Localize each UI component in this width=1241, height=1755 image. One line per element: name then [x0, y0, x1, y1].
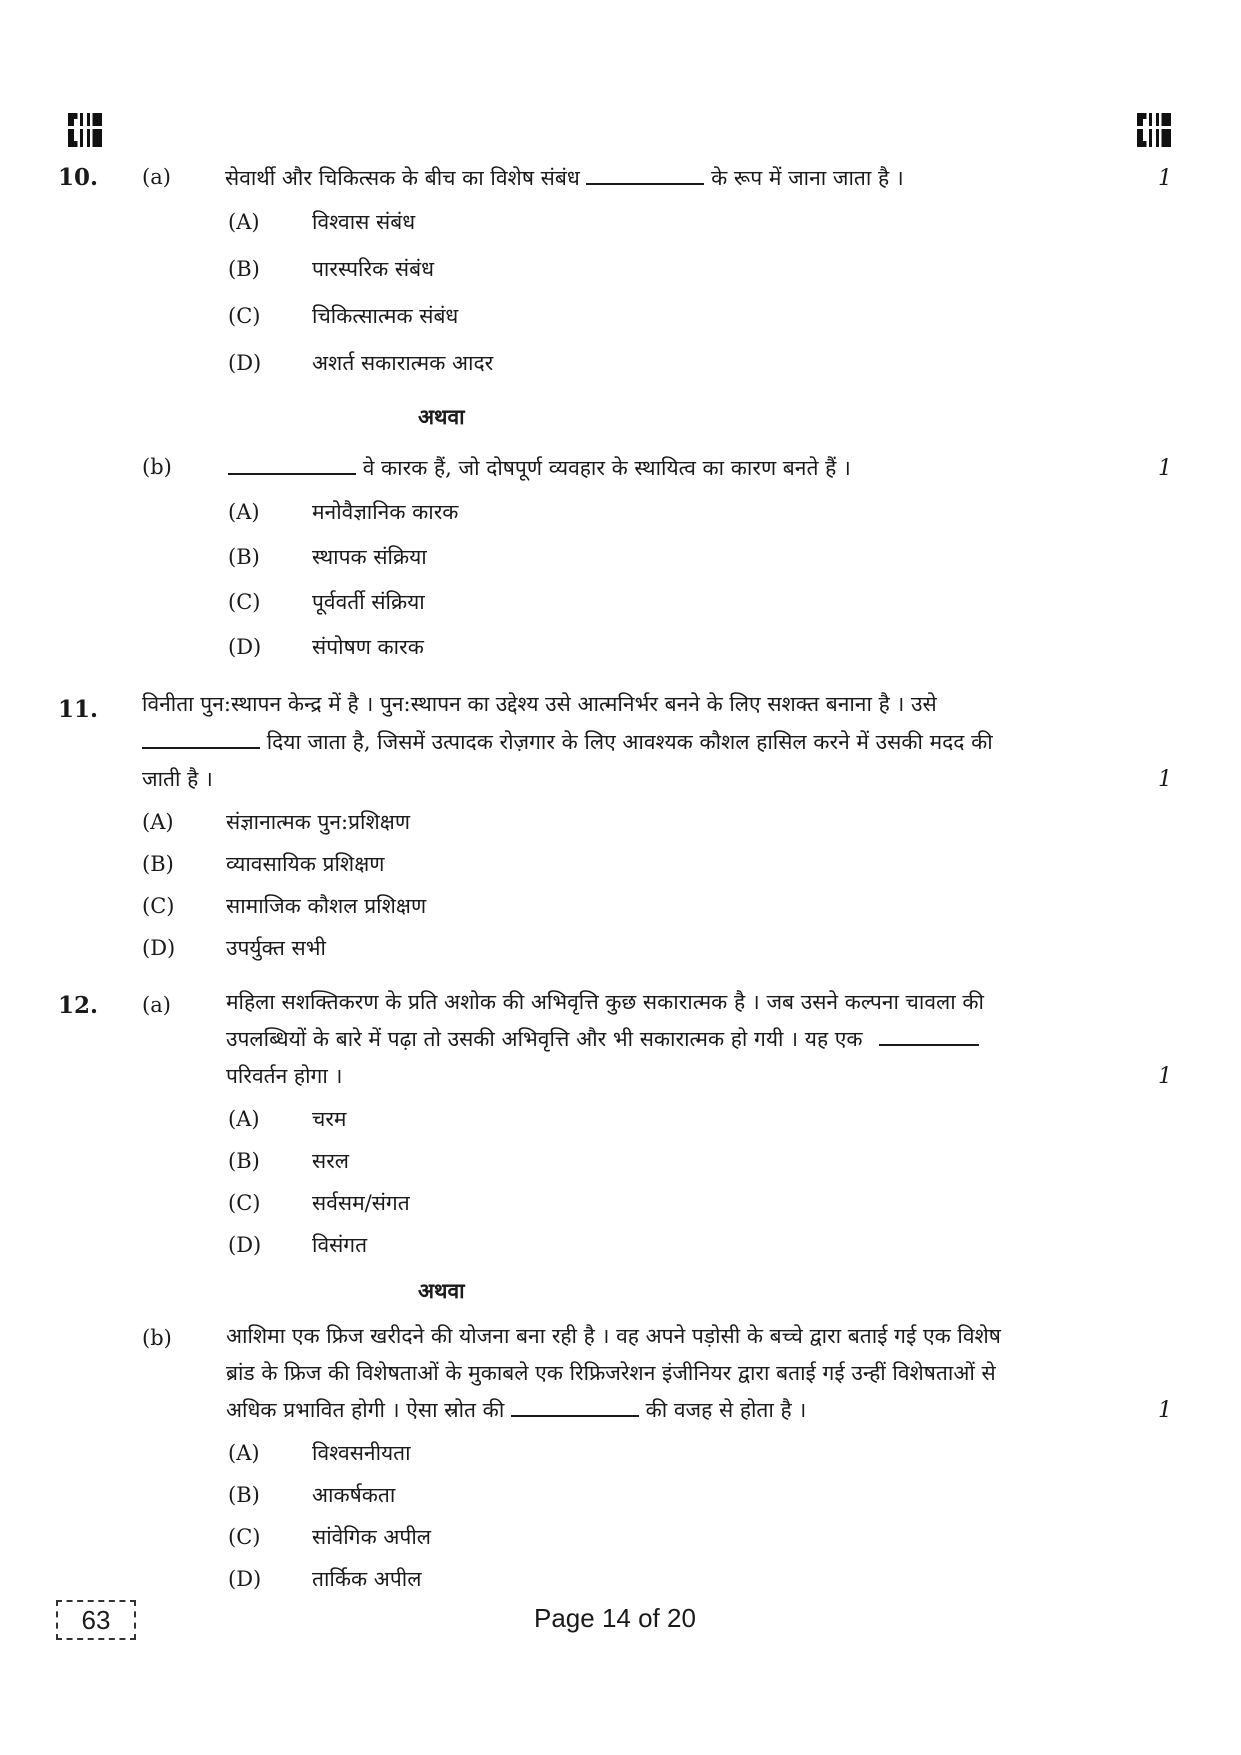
question-text-line: महिला सशक्तिकरण के प्रति अशोक की अभिवृत्ति कुछ सकारात्मक है । जब उसने कल्पना चावला की [226, 990, 984, 1014]
or-separator: अथवा [418, 1278, 465, 1303]
question-text: सेवार्थी और चिकित्सक के बीच का विशेष संबंध के रूप में जाना जाता है । [225, 166, 904, 190]
option-label: (B) [228, 1483, 260, 1507]
answer-blank [586, 182, 704, 185]
option-text: विसंगत [312, 1233, 368, 1257]
option-label: (C) [228, 1191, 261, 1215]
option-label: (C) [228, 304, 261, 328]
qr-code-left-icon [68, 113, 102, 147]
option-text: पूर्ववर्ती संक्रिया [312, 590, 425, 614]
question-number: 12. [58, 992, 99, 1019]
option-text: उपर्युक्त सभी [226, 936, 326, 960]
option-text: पारस्परिक संबंध [312, 257, 434, 281]
question-text-line: आशिमा एक फ्रिज खरीदने की योजना बना रही है । वह अपने पड़ोसी के बच्चे द्वारा बताई गई एक विशेष [226, 1324, 1001, 1348]
part-label: (b) [142, 1326, 172, 1350]
option-text: स्थापक संक्रिया [312, 545, 427, 569]
marks: 1 [1158, 456, 1172, 481]
page-number: Page 14 of 20 [534, 1603, 696, 1633]
question-text-line: उपलब्धियों के बारे में पढ़ा तो उसकी अभिवृत्ति और भी सकारात्मक हो गयी । यह एक [226, 1025, 979, 1053]
marks: 1 [1158, 767, 1172, 792]
answer-blank [228, 472, 356, 475]
option-text: सर्वसम/संगत [312, 1191, 410, 1215]
option-label: (A) [228, 210, 260, 234]
part-label: (a) [142, 993, 171, 1017]
option-label: (D) [228, 351, 262, 375]
option-label: (C) [228, 590, 261, 614]
marks: 1 [1158, 166, 1172, 191]
option-label: (A) [228, 1107, 260, 1131]
marks: 1 [1158, 1398, 1172, 1423]
option-text: संज्ञानात्मक पुन:प्रशिक्षण [226, 810, 411, 834]
answer-blank [879, 1043, 979, 1046]
marks: 1 [1158, 1064, 1172, 1089]
option-label: (D) [142, 936, 176, 960]
answer-blank [142, 746, 260, 749]
option-text: व्यावसायिक प्रशिक्षण [226, 852, 385, 876]
option-label: (A) [228, 1441, 260, 1465]
question-number: 10. [58, 164, 99, 191]
option-label: (C) [228, 1525, 261, 1549]
option-text: अशर्त सकारात्मक आदर [312, 351, 494, 375]
paper-code: 63 [56, 1600, 136, 1640]
option-text: सामाजिक कौशल प्रशिक्षण [226, 894, 427, 918]
option-text: सरल [312, 1149, 350, 1173]
option-label: (A) [142, 810, 174, 834]
question-text-line: जाती है । [142, 767, 213, 791]
part-label: (a) [142, 165, 171, 189]
option-text: संपोषण कारक [312, 635, 424, 659]
part-label: (b) [142, 455, 172, 479]
question-text-line: परिवर्तन होगा । [226, 1064, 343, 1088]
option-text: तार्किक अपील [312, 1567, 422, 1591]
option-text: चरम [312, 1107, 347, 1131]
option-text: चिकित्सात्मक संबंध [312, 304, 459, 328]
answer-blank [511, 1414, 639, 1417]
or-separator: अथवा [418, 404, 465, 429]
option-label: (D) [228, 1567, 262, 1591]
option-text: विश्वसनीयता [312, 1441, 411, 1465]
option-label: (B) [228, 545, 260, 569]
option-label: (C) [142, 894, 175, 918]
question-text-line: दिया जाता है, जिसमें उत्पादक रोज़गार के लिए आवश्यक कौशल हासिल करने में उसकी मदद की [142, 728, 993, 756]
option-label: (B) [142, 852, 174, 876]
option-label: (B) [228, 1149, 260, 1173]
option-text: सांवेगिक अपील [312, 1525, 432, 1549]
qr-code-right-icon [1137, 113, 1171, 147]
option-text: विश्वास संबंध [312, 210, 416, 234]
option-label: (D) [228, 1233, 262, 1257]
option-text: मनोवैज्ञानिक कारक [312, 500, 459, 524]
question-text-line: विनीता पुन:स्थापन केन्द्र में है । पुन:स्थापन का उद्देश्य उसे आत्मनिर्भर बनने के लिए सशक्त बनाना है । उसे [142, 692, 937, 716]
option-label: (B) [228, 257, 260, 281]
question-number: 11. [58, 696, 99, 723]
option-label: (D) [228, 635, 262, 659]
question-text-line: अधिक प्रभावित होगी । ऐसा स्रोत की की वजह से होता है । [226, 1398, 807, 1422]
question-text: वे कारक हैं, जो दोषपूर्ण व्यवहार के स्थायित्व का कारण बनते हैं । [228, 454, 851, 482]
option-text: आकर्षकता [312, 1483, 396, 1507]
question-text-line: ब्रांड के फ्रिज की विशेषताओं के मुकाबले एक रिफ्रिजरेशन इंजीनियर द्वारा बताई गई उन्हीं विशेषताओं से [226, 1361, 996, 1385]
option-label: (A) [228, 500, 260, 524]
